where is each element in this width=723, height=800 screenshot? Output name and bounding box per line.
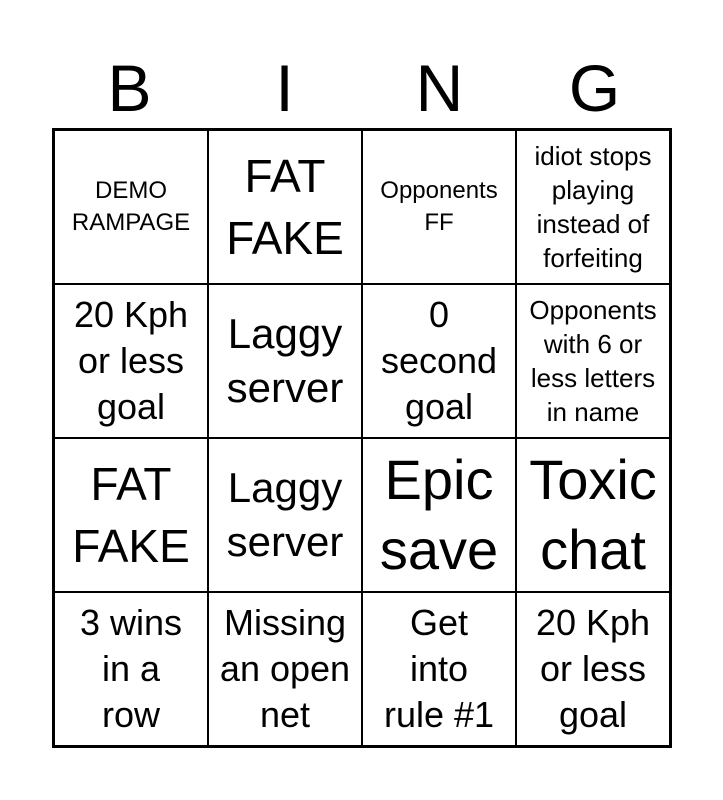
bingo-cell-text: DEMO RAMPAGE: [71, 177, 191, 236]
bingo-header: [52, 52, 672, 124]
bingo-cell-r4c3[interactable]: [362, 592, 516, 746]
header-letter-n: N: [415, 51, 464, 125]
bingo-cell-r1c1[interactable]: [54, 130, 208, 284]
bingo-cell-text: 20 Kph or less goal: [535, 602, 651, 735]
bingo-cell-r1c3[interactable]: [362, 130, 516, 284]
bingo-cell-text: FAT FAKE: [226, 150, 344, 264]
bingo-cell-text: 3 wins in a row: [79, 602, 183, 735]
header-letter-i: I: [275, 51, 294, 125]
bingo-cell-text: 20 Kph or less goal: [73, 294, 189, 427]
bingo-cell-r3c2[interactable]: [208, 438, 362, 592]
bingo-board: [52, 128, 672, 748]
bingo-cell-r2c4[interactable]: [516, 284, 670, 438]
bingo-cell-r2c1[interactable]: [54, 284, 208, 438]
bingo-cell-r4c2[interactable]: [208, 592, 362, 746]
bingo-cell-text: Laggy server: [226, 464, 344, 565]
bingo-cell-text: Get into rule #1: [383, 602, 495, 735]
bingo-cell-r3c1[interactable]: [54, 438, 208, 592]
bingo-cell-text: Epic save: [379, 448, 499, 581]
bingo-cell-text: idiot stops playing instead of forfeiting: [534, 141, 652, 273]
bingo-cell-text: Opponents with 6 or less letters in name: [529, 295, 657, 427]
bingo-cell-text: Missing an open net: [219, 602, 351, 735]
bingo-cell-r4c4[interactable]: [516, 592, 670, 746]
bingo-cell-text: Laggy server: [226, 310, 344, 411]
bingo-cell-r1c4[interactable]: [516, 130, 670, 284]
bingo-cell-r2c3[interactable]: [362, 284, 516, 438]
bingo-cell-r2c2[interactable]: [208, 284, 362, 438]
bingo-cell-r3c4[interactable]: [516, 438, 670, 592]
bingo-cell-text: Toxic chat: [529, 448, 657, 581]
bingo-cell-text: Opponents FF: [380, 177, 498, 236]
bingo-cell-text: FAT FAKE: [72, 458, 190, 572]
header-letter-g: G: [568, 51, 621, 125]
header-letter-b: B: [107, 51, 152, 125]
bingo-cell-r3c3[interactable]: [362, 438, 516, 592]
bingo-cell-r4c1[interactable]: [54, 592, 208, 746]
bingo-cell-text: 0 second goal: [380, 294, 498, 427]
bingo-cell-r1c2[interactable]: [208, 130, 362, 284]
